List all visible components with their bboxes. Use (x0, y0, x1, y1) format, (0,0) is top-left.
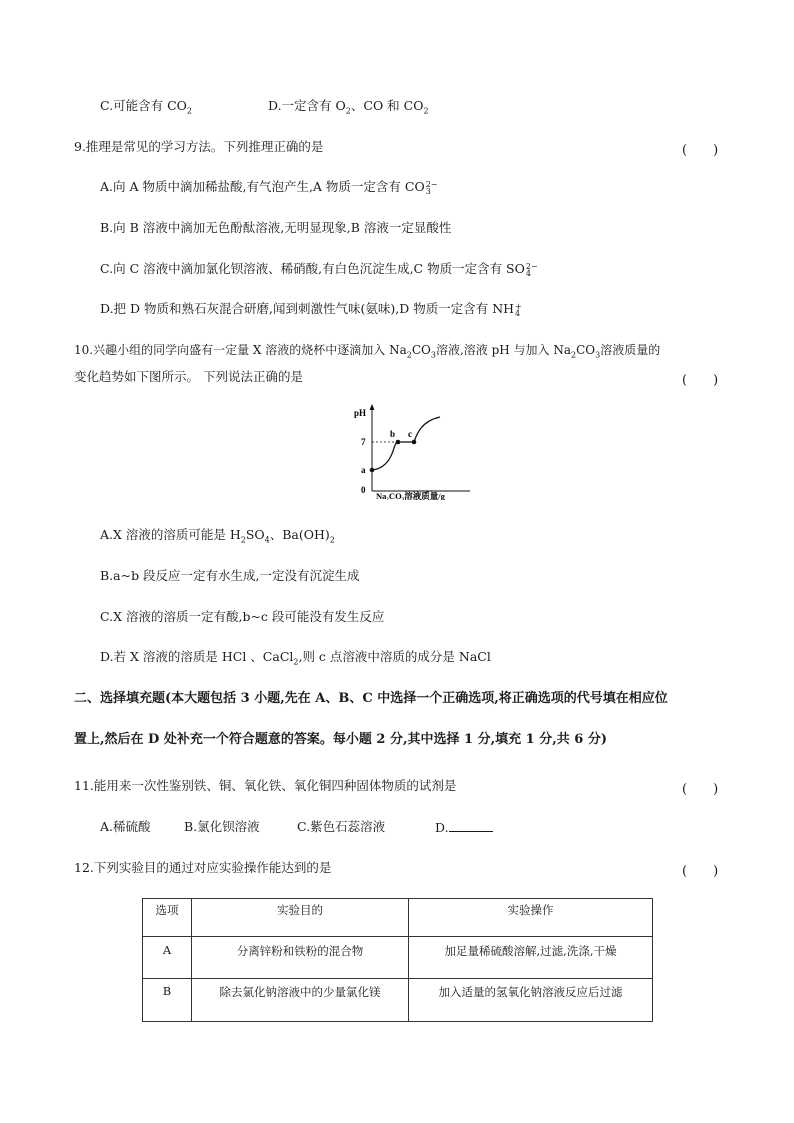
q10-stem-line1: 10.兴趣小组的同学向盛有一定量 X 溶液的烧杯中逐滴加入 $Na_2CO_3$溶液,溶液 pH 与加入 $Na_2CO_3$溶液质量的 (74, 343, 661, 360)
row-a-option: A (143, 937, 192, 979)
q11-option-c: C.紫色石蕊溶液 (297, 819, 386, 834)
q11-option-d: D. (435, 819, 493, 836)
q12-answer-paren: ( ) (682, 864, 719, 879)
q11-answer-blank[interactable] (449, 819, 493, 832)
q9-option-d: D.把 D 物质和熟石灰混合研磨,闻到刺激性气味(氨味),D 物质一定含有 NH + 4 (100, 301, 522, 318)
q8-option-d: D.一定含有 $O_2$、CO 和 $CO_2$ (268, 98, 429, 116)
row-b-operation: 加入适量的氢氧化钠溶液反应后过滤 (409, 979, 653, 1022)
q12-table (142, 898, 653, 1022)
y-tick-7: 7 (361, 437, 366, 447)
header-option: 选项 (143, 899, 192, 937)
q11-answer-paren: ( ) (682, 782, 719, 797)
ph-curve-chart (348, 400, 478, 500)
row-a-operation: 加足量稀硫酸溶解,过滤,洗涤,干燥 (409, 937, 653, 979)
row-b-purpose: 除去氯化钠溶液中的少量氯化镁 (192, 979, 409, 1022)
q11-stem: 11.能用来一次性鉴别铁、铜、氧化铁、氧化铜四种固体物质的试剂是 (74, 778, 457, 793)
header-operation: 实验操作 (409, 899, 653, 937)
ph-curve (372, 417, 440, 470)
q8-option-c: C.可能含有 $CO_2$ (100, 98, 192, 116)
x-axis-label: Na₂CO₃溶液质量/g (376, 491, 445, 500)
row-a-purpose: 分离锌粉和铁粉的混合物 (192, 937, 409, 979)
q9-option-a: A.向 A 物质中滴加稀盐酸,有气泡产生,A 物质一定含有 CO 2− 3 (100, 179, 438, 196)
point-c (412, 440, 417, 445)
section2-heading-line2: 置上,然后在 D 处补充一个符合题意的答案。每小题 2 分,其中选择 1 分,填充 1 分,共 6 分) (74, 732, 607, 747)
table-row (143, 979, 653, 1022)
label-a: a (361, 465, 366, 475)
point-b (396, 440, 401, 445)
q10-answer-paren: ( ) (682, 373, 719, 388)
q11-option-a: A.稀硫酸 (100, 819, 151, 834)
y-axis-arrow (370, 404, 375, 410)
q9-option-b: B.向 B 溶液中滴加无色酚酞溶液,无明显现象,B 溶液一定显酸性 (100, 220, 452, 235)
q9-stem: 9.推理是常见的学习方法。下列推理正确的是 (74, 139, 324, 154)
section2-heading-line1: 二、选择填充题(本大题包括 3 小题,先在 A、B、C 中选择一个正确选项,将正确选项的代号填在相应位 (74, 691, 668, 706)
table-header-row (143, 899, 653, 937)
point-a (370, 468, 375, 473)
q10-option-a: A.X 溶液的溶质可能是 $H_2SO_4$、$Ba(OH)_2$ (100, 527, 335, 545)
q10-option-d: D.若 X 溶液的溶质是 HCl 、CaCl$_2$,则 c 点溶液中溶质的成分是 NaCl (100, 649, 491, 667)
row-b-option: B (143, 979, 192, 1022)
q9-option-c: C.向 C 溶液中滴加氯化钡溶液、稀硝酸,有白色沉淀生成,C 物质一定含有 SO 2− 4 (100, 261, 538, 278)
q10-option-c: C.X 溶液的溶质一定有酸,b~c 段可能没有发生反应 (100, 609, 385, 624)
table-row (143, 937, 653, 979)
label-b: b (390, 429, 396, 439)
header-purpose: 实验目的 (192, 899, 409, 937)
q9-answer-paren: ( ) (682, 143, 719, 158)
q12-stem: 12.下列实验目的通过对应实验操作能达到的是 (74, 860, 332, 875)
q10-option-b: B.a~b 段反应一定有水生成,一定没有沉淀生成 (100, 568, 360, 583)
q11-option-b: B.氯化钡溶液 (184, 819, 260, 834)
origin-label: 0 (361, 485, 366, 495)
q10-stem-line2: 变化趋势如下图所示。 下列说法正确的是 (74, 369, 303, 384)
y-axis-label: pH (354, 408, 367, 418)
label-c: c (408, 429, 412, 439)
